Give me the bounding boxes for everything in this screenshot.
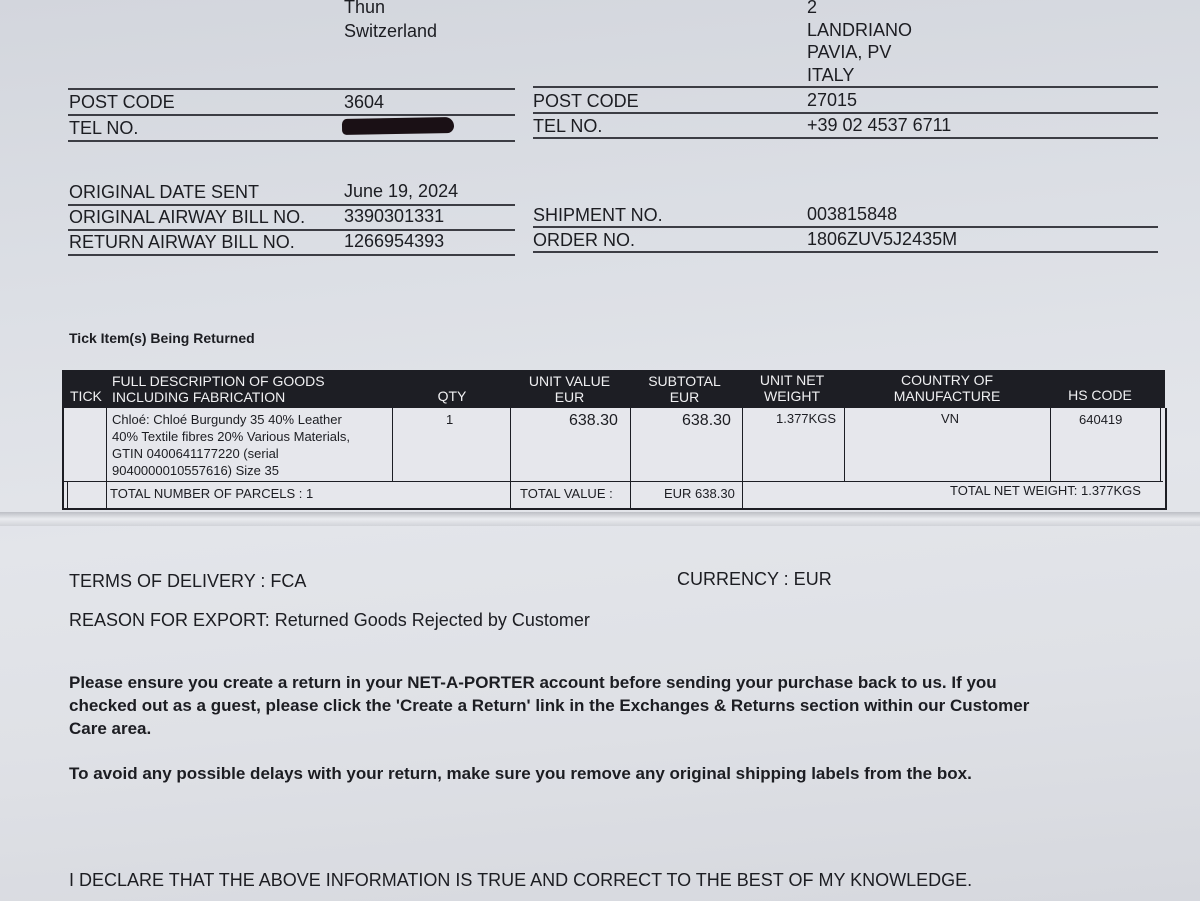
header-qty: QTY [437, 388, 467, 404]
header-unit-net-line-1: UNIT NET [759, 372, 825, 388]
terms-of-delivery: TERMS OF DELIVERY : FCA [69, 571, 307, 591]
return-instructions-paragraph: Please ensure you create a return in your NET-A-PORTER account before sending your purchase back to us. If you checked out as a guest, please click the 'Create a Return' link in the Exchanges & Returns section within our Customer Care area. [69, 673, 1030, 738]
header-subtotal-line-2: EUR [669, 389, 700, 405]
item-description-line-3: GTIN 0400641177220 (serial [112, 446, 279, 461]
original-date-label: ORIGINAL DATE SENT [69, 182, 260, 202]
sender-tel-label: TEL NO. [69, 118, 139, 138]
goods-table-header [62, 370, 1165, 408]
recipient-post-code-label: POST CODE [533, 91, 639, 111]
shipment-no: 003815848 [807, 204, 898, 224]
order-no-label: ORDER NO. [533, 230, 636, 250]
header-description-line-1: FULL DESCRIPTION OF GOODS [112, 373, 325, 389]
shipment-no-label: SHIPMENT NO. [533, 205, 663, 225]
item-unit-value: 638.30 [569, 412, 618, 429]
reason-for-export: REASON FOR EXPORT: Returned Goods Rejected by Customer [69, 610, 590, 630]
header-hs-code: HS CODE [1068, 387, 1132, 403]
header-tick: TICK [70, 388, 102, 404]
total-value-label: TOTAL VALUE : [520, 486, 613, 501]
original-awb-label: ORIGINAL AIRWAY BILL NO. [69, 207, 306, 227]
recipient-address-line-4: ITALY [807, 65, 855, 85]
currency: CURRENCY : EUR [677, 569, 832, 589]
recipient-address-line-2: LANDRIANO [807, 20, 913, 40]
sender-post-code-label: POST CODE [69, 92, 175, 112]
items-section-title: Tick Item(s) Being Returned [69, 330, 255, 346]
header-unit-net-line-2: WEIGHT [764, 388, 820, 404]
original-awb: 3390301331 [344, 206, 445, 226]
goods-table [62, 370, 1165, 510]
shipping-labels-paragraph: To avoid any possible delays with your return, make sure you remove any original shipping labels from the box. [69, 764, 972, 783]
item-subtotal: 638.30 [682, 412, 731, 429]
header-country-line-1: COUNTRY OF [900, 372, 994, 388]
paper-fold-crease [0, 512, 1200, 526]
return-awb-label: RETURN AIRWAY BILL NO. [69, 232, 295, 252]
item-country: VN [941, 411, 960, 426]
declaration-statement: I DECLARE THAT THE ABOVE INFORMATION IS TRUE AND CORRECT TO THE BEST OF MY KNOWLEDGE. [69, 870, 973, 890]
header-country-line-2: MANUFACTURE [893, 388, 1001, 404]
item-description-line-1: Chloé: Chloé Burgundy 35 40% Leather [112, 412, 342, 427]
sender-country: Switzerland [344, 21, 438, 41]
redacted-phone-mark [342, 117, 454, 135]
sender-post-code: 3604 [344, 92, 385, 112]
total-net-weight: TOTAL NET WEIGHT: 1.377KGS [950, 483, 1141, 498]
sender-city: Thun [344, 0, 386, 17]
recipient-post-code: 27015 [807, 90, 858, 110]
total-value: EUR 638.30 [664, 486, 735, 501]
return-awb: 1266954393 [344, 231, 445, 251]
recipient-tel-label: TEL NO. [533, 116, 603, 136]
header-unit-value-line-2: EUR [554, 389, 585, 405]
order-no: 1806ZUV5J2435M [807, 229, 958, 249]
goods-table-body [62, 408, 1167, 510]
item-unit-net-weight: 1.377KGS [776, 411, 836, 426]
total-parcels: TOTAL NUMBER OF PARCELS : 1 [110, 486, 314, 501]
item-qty: 1 [446, 412, 454, 427]
original-date: June 19, 2024 [344, 181, 459, 201]
item-hs-code: 640419 [1079, 412, 1123, 427]
item-description-line-2: 40% Textile fibres 20% Various Materials, [112, 429, 350, 444]
recipient-tel: +39 02 4537 6711 [807, 115, 952, 135]
header-description-line-2: INCLUDING FABRICATION [112, 389, 286, 405]
header-unit-value-line-1: UNIT VALUE [528, 373, 611, 389]
recipient-address-line-1: 2 [807, 0, 818, 17]
header-subtotal-line-1: SUBTOTAL [648, 373, 721, 389]
recipient-address-line-3: PAVIA, PV [807, 42, 892, 62]
item-description-line-4: 9040000010557616) Size 35 [112, 463, 279, 478]
